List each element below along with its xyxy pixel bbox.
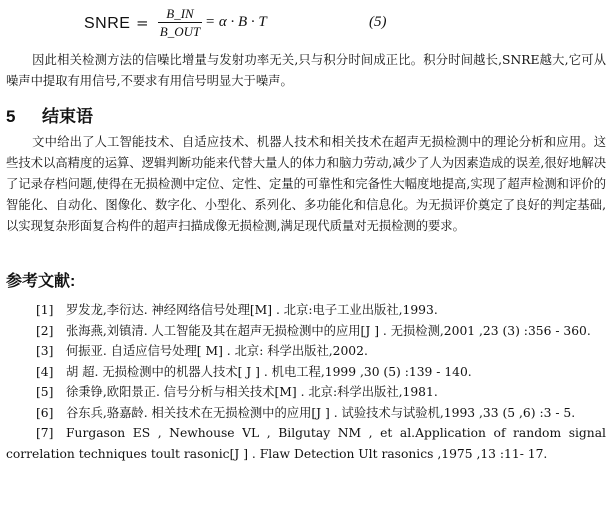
section-heading xyxy=(6,102,93,127)
reference-number: [3] xyxy=(36,344,54,358)
paragraph-snre xyxy=(6,50,606,92)
equation-fraction xyxy=(158,6,202,40)
section-title: 结束语 xyxy=(42,107,93,126)
paragraph-conclusion-text: 文中给出了人工智能技术、自适应技术、机器人技术和相关技术在超声无损检测中的理论分析和应用。这些技术以高精度的运算、逻辑判断功能来代替大量人的体力和脑力劳动,减少了人为因素造成的误差,很好地解决了记录存档问题,使得在无损检测中定位、定性、定量的可靠性和完备性大幅度地提高,实现了超声检测和评价的智能化、自动化、图像化、数字化、小型化、系列化、多功能化和信息化。为无损评价奠定了良好的判定基础,以实现复杂形面复合构件的超声扫描成像无损检测,满足现代质量对无损检测的要求。 xyxy=(6,135,606,233)
reference-text: 罗发龙,李衍达. 神经网络信号处理[M] . 北京:电子工业出版社,1993. xyxy=(66,303,438,317)
reference-number: [5] xyxy=(36,385,54,399)
reference-number: [1] xyxy=(36,303,54,317)
references-title: 参考文献: xyxy=(6,273,76,290)
reference-text: 张海燕,刘镇清. 人工智能及其在超声无损检测中的应用[J ] . 无损检测,2001 ,23 (3) :356 - 360. xyxy=(66,323,591,338)
reference-text: 胡 超. 无损检测中的机器人技术[ J ] . 机电工程,1999 ,30 (5) :139 - 140. xyxy=(66,364,472,379)
reference-item xyxy=(6,403,606,424)
reference-item xyxy=(6,362,606,383)
reference-number: [7] xyxy=(36,426,54,440)
equation xyxy=(84,6,524,44)
reference-text: 徐秉铮,欧阳景正. 信号分析与相关技术[M] . 北京:科学出版社,1981. xyxy=(66,385,438,399)
reference-number: [4] xyxy=(36,364,54,379)
equation-rhs: = α · B · T xyxy=(205,14,267,30)
reference-number: [6] xyxy=(36,405,54,420)
equation-numerator: B_IN xyxy=(158,6,202,23)
reference-item xyxy=(6,300,606,321)
reference-item xyxy=(6,382,606,403)
reference-item xyxy=(6,423,606,464)
section-number: 5 xyxy=(6,107,16,126)
paragraph-conclusion xyxy=(6,132,606,237)
equation-lhs: SNRE xyxy=(84,15,131,32)
reference-text: Furgason ES , Newhouse VL , Bilgutay NM , et al.Application of random signal correlation techniques toult rasonic[J ] . Flaw Detection Ult rasonics ,1975 ,13 :11- 17. xyxy=(6,426,606,461)
reference-text: 何振亚. 自适应信号处理[ M] . 北京: 科学出版社,2002. xyxy=(66,344,368,358)
reference-text: 谷东兵,骆嘉龄. 相关技术在无损检测中的应用[J ] . 试验技术与试验机,1993 ,33 (5 ,6) :3 - 5. xyxy=(66,405,576,420)
paragraph-snre-text: 因此相关检测方法的信噪比增量与发射功率无关,只与积分时间成正比。积分时间越长,SNRE越大,它可从噪声中提取有用信号,不要求有用信号明显大于噪声。 xyxy=(6,53,606,88)
equation-equals: = xyxy=(136,14,149,32)
reference-item xyxy=(6,321,606,342)
reference-number: [2] xyxy=(36,323,54,338)
reference-item xyxy=(6,341,606,362)
equation-denominator: B_OUT xyxy=(159,24,201,39)
references-list xyxy=(6,300,606,464)
equation-number: (5) xyxy=(369,14,387,30)
